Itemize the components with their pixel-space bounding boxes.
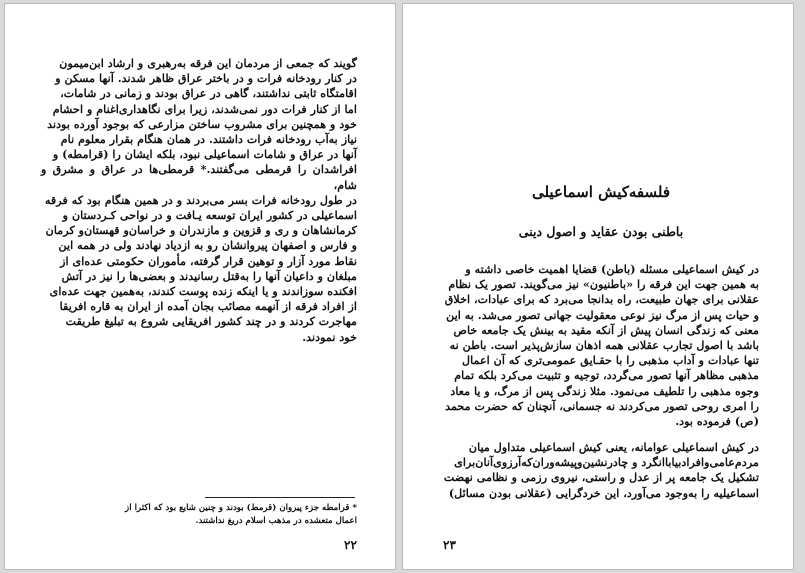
right-page-paragraph-2: در کیش اسماعیلی عوامانه، یعنی کیش اسماعیلی متداول میان مردم‌عامی‌و‌افراد‌بیاباانگرد و چادرنشین‌و‌پیشه‌وران‌که‌آرزوی‌آنان‌برای تشکیل یک جامعه پر از عدل و راستی، نیروی رزمی و نظامی نهضت اسماعیلیه را به‌وجود می‌آورد، این خردگرایی (عقلانی بودن مسائل) bbox=[443, 440, 759, 500]
section-heading: باطنی بودن عقاید و اصول دینی bbox=[518, 224, 684, 239]
left-page-number: ۲۲ bbox=[344, 538, 357, 552]
right-page-number: ۲۳ bbox=[443, 538, 456, 552]
right-page-paragraph-1: در کیش اسماعیلی مسئله (باطن) قضایا اهمیت خاصی داشته و به همین جهت این فرقه را «باطنیون» نیز می‌گویند. تصور یک نظام عقلانی برای جهان طبیعت، راه بدانجا می‌برد که برای عبادات، اخلاق و حیات پس از مرگ نیز نوعی معقولیت جهانی تصور می‌شد. به این معنی که زندگی انسان پیش از آنکه مقید به بینش یک جامعه خاص باشد با اصول تجارب عقلانی همه اذهان سازش‌پذیر است. باطن نه تنها عبادات و آداب مذهبی را با حقـایق عمومی‌تری که آن اعمال مذهبی مظاهر آنها تصور می‌گردد، توجیه و تثبیت می‌کرد بلکه تمام وجوه مذهبی را تلطیف می‌نمود. مثلا زندگی پس از مرگ، و یا معاد را امری روحی تصور می‌کردند نه جسمانی، آنچنان که حضرت محمد (ص) فرموده بود. bbox=[444, 262, 759, 429]
right-book-page bbox=[403, 4, 793, 569]
footnote-text: * قرامطه جزء پیروان (قرمط) بودند و چنین شایع بود که اکثرا از اعمال متعشده در مذهب اسلام دریغ نداشتند. bbox=[125, 503, 357, 526]
left-book-page bbox=[5, 4, 395, 569]
footnote-separator-line bbox=[205, 497, 355, 498]
chapter-title: فلسفه‌کیش اسماعیلی bbox=[531, 183, 671, 201]
left-page-body-text: گویند که جمعی از مردمان این فرقه به‌رهبری و ارشاد ابن‌میمون در کنار رودخانه فرات و در باختر عراق ظاهر شدند. آنها مسکن و اقامتگاه ثابتی نداشتند، گاهی در عراق بودند و زمانی در شامات، اما از کنار فرات دور نمی‌شدند، زیرا برای نگاهداری‌اغنام و احشام خود و همچنین برای مشروب ساختن مزارعی که بوجود آورده بودند نیاز به‌آب رودخانه فرات داشتند. در همان هنگام بقرار معلوم نام آنها در عراق و شامات اسماعیلی نبود، بلکه ایشان را (قرامطه) و افراشدان را قرمطی می‌گفتند.* قرمطی‌ها در عراق و مشرق و شام، در طول رودخانه فرات بسر می‌بردند و در همین هنگام بود که فرقه اسماعیلی در کشور ایران توسعه یـافت و در نواحی کـردستان و کرمانشاهان و ری و قزوین و مازندران و خراسان‌و قهستان‌و کرمان و فارس و اصفهان پیروانشان رو به ازدیاد نهادند ولی در همه این نقاط مورد آزار و توهین قرار گرفته، مأموران حکومتی عده‌ای از مبلغان و داعیان آنها را به‌قتل رسانیدند و بعضی‌ها را نیز در آتش افکنده سوزاندند و یا اینکه زنده پوست کندند، به‌همین جهت عده‌ای از افراد فرقه از آنهمه مصائب بجان آمده از ایران به قاره افریقا مهاجرت کردند و در چند کشور افریقایی شروع به تبلیغ طریقت خود نمودند. bbox=[41, 56, 357, 344]
